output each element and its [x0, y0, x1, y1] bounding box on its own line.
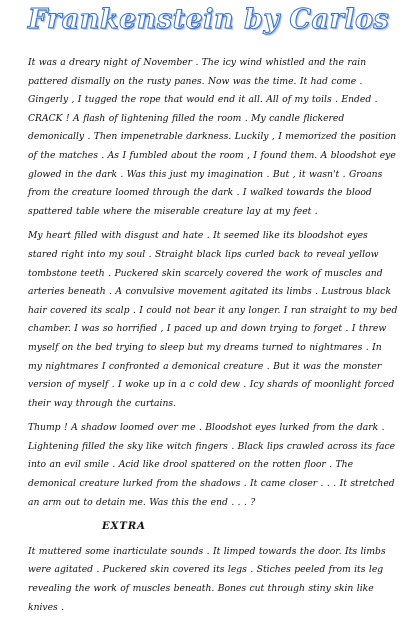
- document-title: Frankenstein by Carlos: [27, 4, 390, 35]
- paragraph-1: It was a dreary night of November . The icy wind whistled and the rain pattered dismally on the rusty panes. Now was the time. It had come . Gingerly , I tugged the rope that would end it all. All of my toils . Ended . CRACK ! A flash of lightening filled the room . My candle flickered demonically . Then impenetrable darkness. Luckily , I memorized the position of the matches . As I fumbled about the room , I found them. A bloodshot eye glowed in the dark . Was this just my imagination . But , it wasn't . Groans from the creature loomed through the dark . I walked towards the blood spattered table where the miserable creature lay at my feet .: [28, 57, 397, 217]
- extra-paragraph: It muttered some inarticulate sounds . It limped towards the door. Its limbs were agitated . Puckered skin covered its legs . Stiches peeled from its leg revealing the work of muscles beneath. Bones cut through stiny skin like knives .: [28, 545, 386, 613]
- paragraph-2: My heart filled with disgust and hate . It seemed like its bloodshot eyes stared right into my soul . Straight black lips curled back to reveal yellow tombstone teeth . Puckered skin scarcely covered the work of muscles and arteries beneath . A convulsive movement agitated its limbs . Lustrous black hair covered its scalp . I could not bear it any longer. I ran straight to my bed chamber. I was so horrified , I paced up and down trying to forget . I threw myself on the bed trying to sleep but my dreams turned to nightmares . In my nightmares I confronted a demonical creature . But it was the monster version of myself . I woke up in a c cold dew . Icy shards of moonlight forced their way through the curtains.: [28, 230, 398, 409]
- paragraph-3: Thump ! A shadow loomed over me . Bloodshot eyes lurked from the dark . Lightening filled the sky like witch fingers . Black lips crawled across its face into an evil smile . Acid like drool spattered on the rotten floor . The demonical creature lurked from the shadows . It came closer . . . It stretched an arm out to detain me. Was this the end . . . ?: [28, 422, 396, 508]
- extra-heading: EXTRA: [102, 521, 146, 533]
- document-body: [28, 54, 398, 623]
